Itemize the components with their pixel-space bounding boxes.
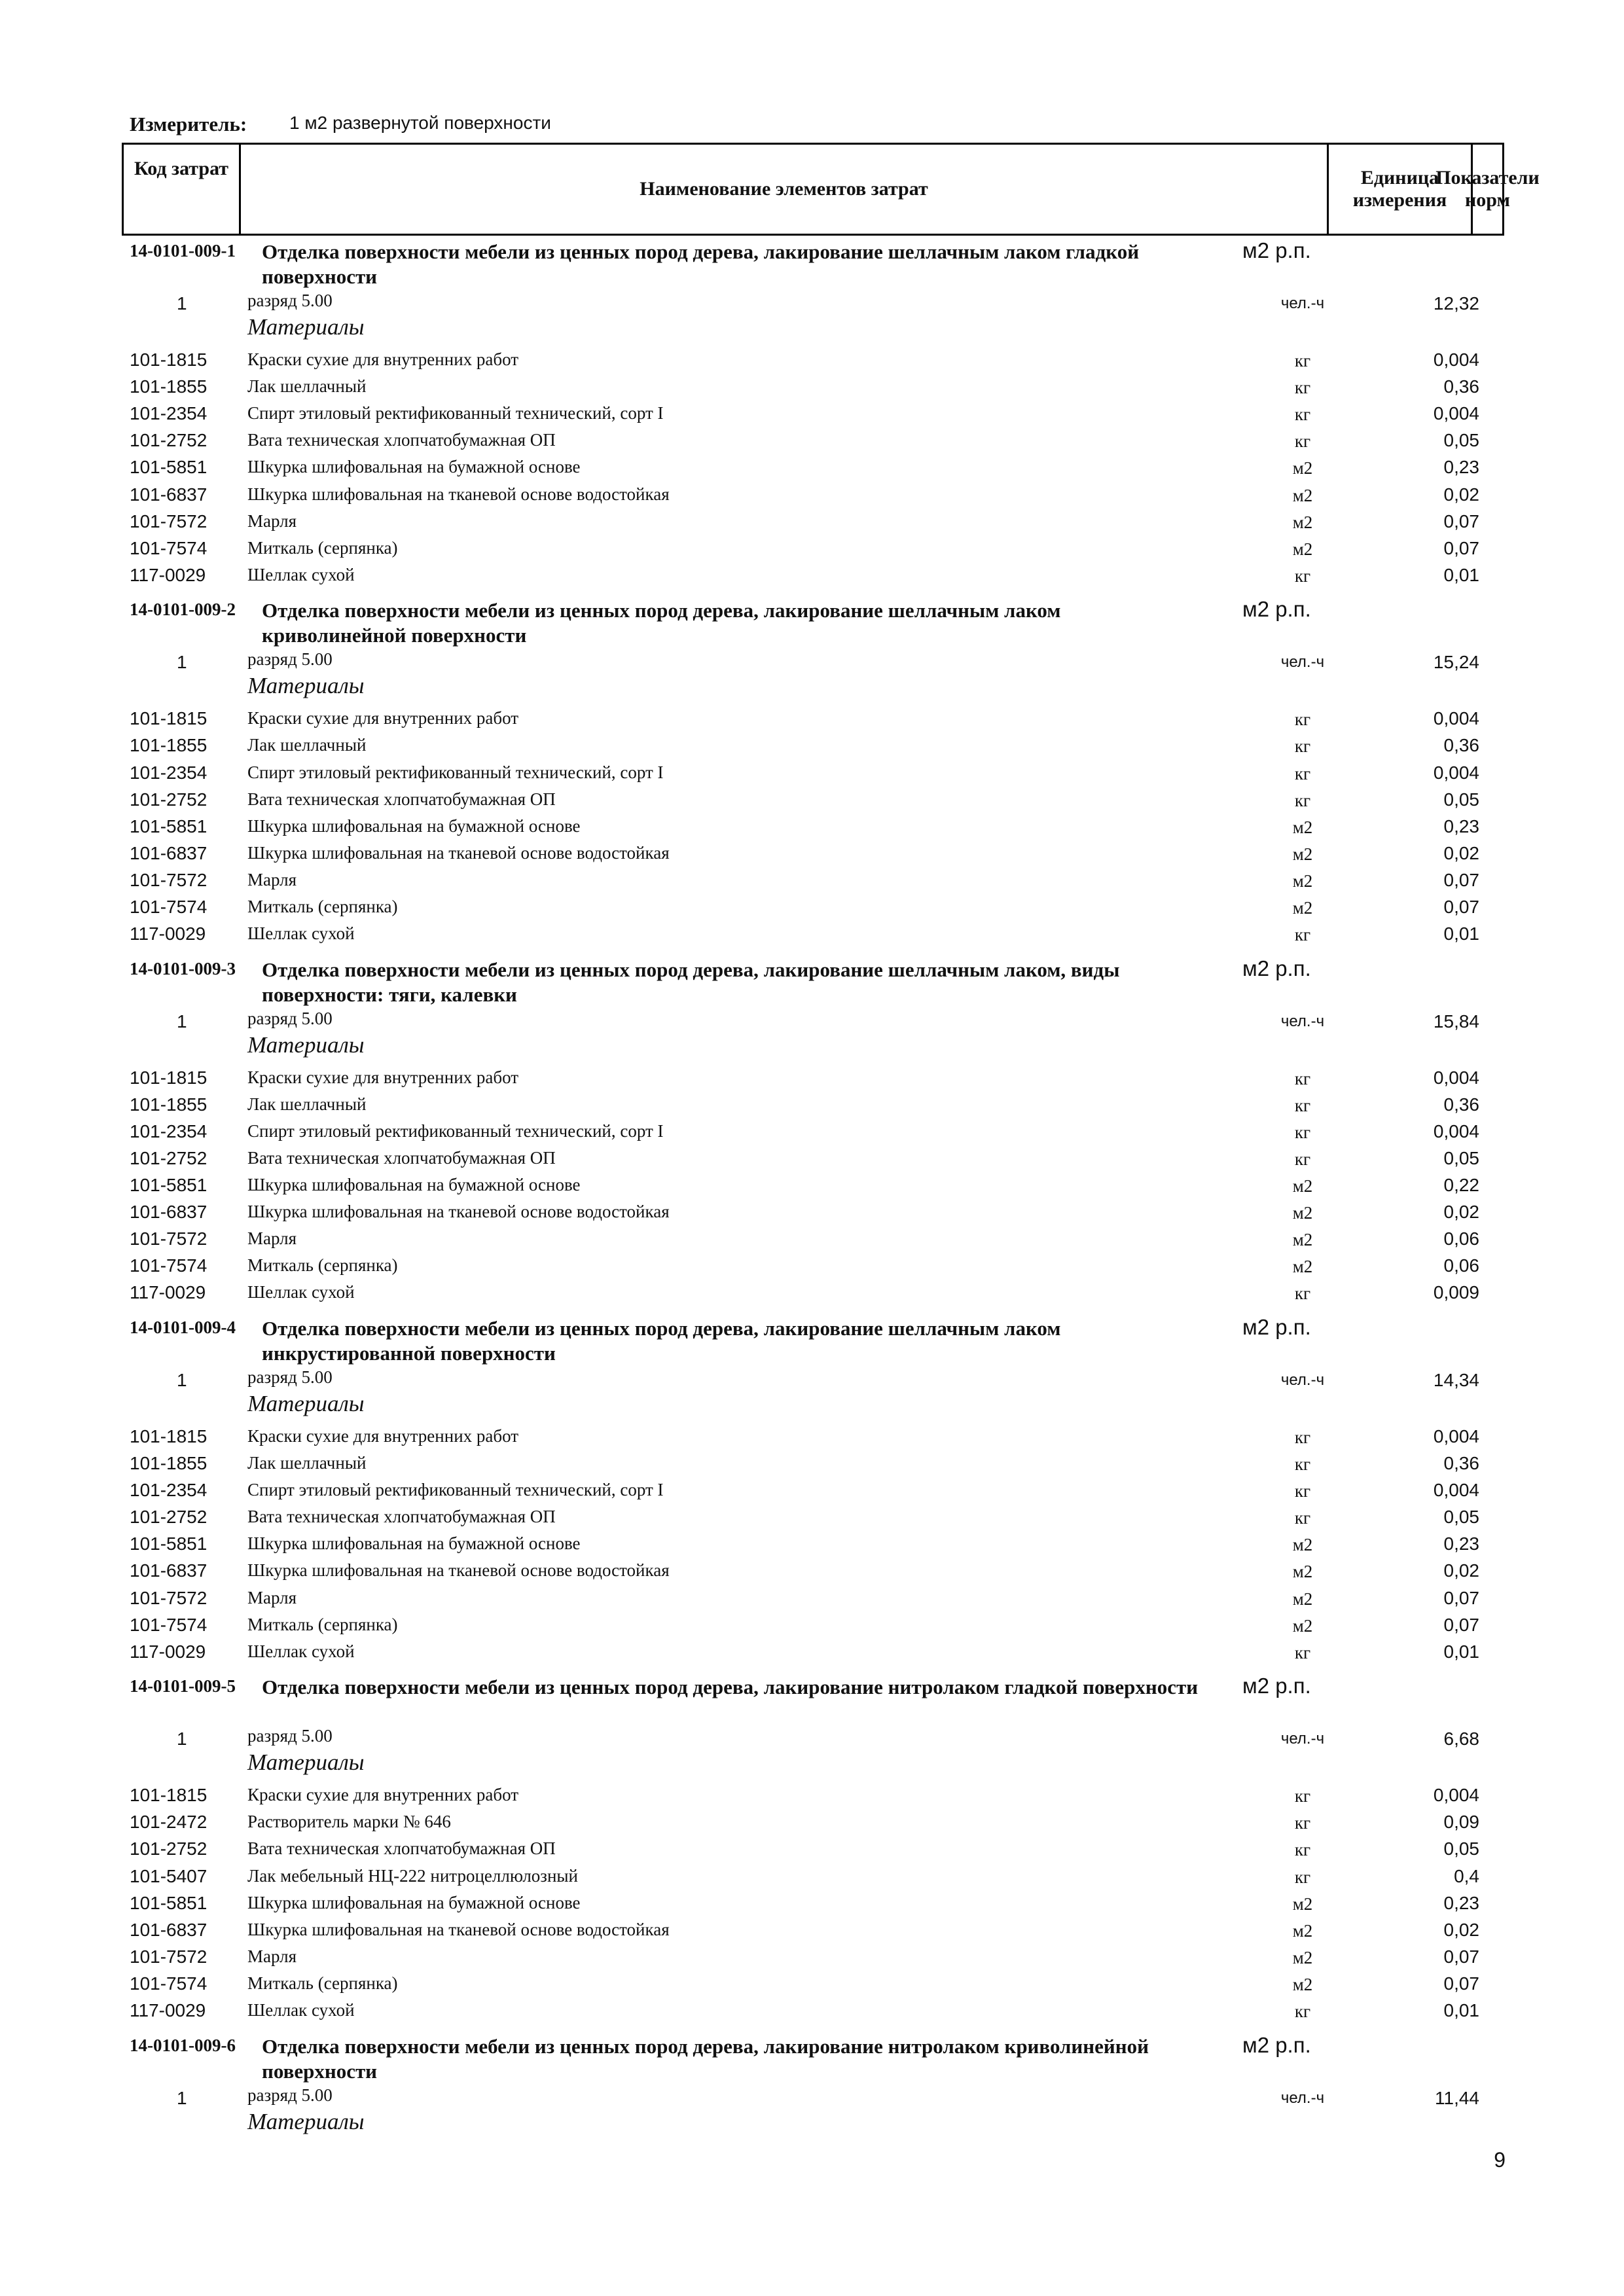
material-name: Вата техническая хлопчатобумажная ОП xyxy=(247,789,556,809)
material-name: Миткаль (серпянка) xyxy=(247,1255,398,1276)
material-code: 101-6837 xyxy=(130,1560,208,1581)
labor-unit: чел.-ч xyxy=(1280,1012,1325,1030)
material-name: Шкурка шлифовальная на тканевой основе водостойкая xyxy=(247,842,670,863)
material-code: 117-0029 xyxy=(130,564,206,585)
material-value: 0,07 xyxy=(1443,537,1479,558)
material-unit: кг xyxy=(1294,1840,1311,1860)
material-value: 0,23 xyxy=(1443,457,1479,478)
materials-heading: Материалы xyxy=(247,314,365,340)
material-code: 101-1815 xyxy=(130,708,208,729)
section-code: 14-0101-009-3 xyxy=(130,958,236,978)
material-name: Миткаль (серпянка) xyxy=(247,897,398,916)
material-code: 101-1815 xyxy=(130,1785,208,1806)
labor-num: 1 xyxy=(177,1369,187,1390)
material-code: 101-2752 xyxy=(130,1147,208,1168)
material-name: Вата техническая хлопчатобумажная ОП xyxy=(247,1147,556,1168)
section-unit: м2 р.п. xyxy=(1242,1674,1311,1698)
material-code: 101-1855 xyxy=(130,1453,208,1473)
labor-name: разряд 5.00 xyxy=(247,1367,333,1387)
labor-num: 1 xyxy=(177,1729,187,1749)
material-name: Вата техническая хлопчатобумажная ОП xyxy=(247,1839,556,1859)
material-value: 0,07 xyxy=(1443,1946,1479,1967)
material-value: 0,06 xyxy=(1443,1229,1479,1249)
material-unit: кг xyxy=(1294,1283,1311,1304)
material-code: 101-2472 xyxy=(130,1812,208,1833)
material-name: Шеллак сухой xyxy=(247,924,355,944)
material-unit: кг xyxy=(1294,431,1311,452)
material-value: 0,05 xyxy=(1443,1507,1479,1528)
labor-name: разряд 5.00 xyxy=(247,1726,333,1746)
material-name: Шеллак сухой xyxy=(247,1282,355,1302)
material-unit: кг xyxy=(1294,378,1311,398)
material-unit: м2 xyxy=(1292,898,1313,918)
labor-unit: чел.-ч xyxy=(1280,653,1325,672)
material-value: 0,02 xyxy=(1443,1202,1479,1223)
labor-unit: чел.-ч xyxy=(1280,295,1325,312)
material-unit: м2 xyxy=(1292,458,1313,478)
material-name: Марля xyxy=(247,1229,297,1249)
labor-name: разряд 5.00 xyxy=(247,1008,333,1028)
material-code: 101-7572 xyxy=(130,511,208,531)
material-code: 101-2354 xyxy=(130,1480,208,1501)
labor-name: разряд 5.00 xyxy=(247,649,333,670)
material-name: Спирт этиловый ректификованный технический, сорт I xyxy=(247,403,664,423)
material-value: 0,07 xyxy=(1443,511,1479,531)
measure-value: 1 м2 развернутой поверхности xyxy=(289,113,551,133)
material-code: 101-7574 xyxy=(130,1614,208,1635)
material-value: 0,07 xyxy=(1443,1614,1479,1635)
material-unit: кг xyxy=(1294,763,1311,783)
labor-unit: чел.-ч xyxy=(1280,1371,1325,1389)
section-title: Отделка поверхности мебели из ценных пород дерева, лакирование шеллачным лаком криволинейной поверхности xyxy=(262,599,1061,647)
material-code: 101-2752 xyxy=(130,430,208,451)
material-unit: м2 xyxy=(1292,1203,1313,1223)
material-name: Растворитель марки № 646 xyxy=(247,1812,451,1832)
labor-name: разряд 5.00 xyxy=(247,291,333,310)
material-code: 101-7572 xyxy=(130,1587,208,1608)
material-value: 0,01 xyxy=(1443,2000,1479,2020)
material-code: 101-5851 xyxy=(130,1175,208,1195)
material-name: Краски сухие для внутренних работ xyxy=(247,1067,519,1087)
material-value: 0,23 xyxy=(1443,816,1479,836)
material-value: 0,02 xyxy=(1443,842,1479,863)
material-value: 0,09 xyxy=(1443,1812,1479,1833)
material-name: Марля xyxy=(247,1587,297,1607)
labor-num: 1 xyxy=(177,652,187,673)
measure-label: Измеритель: xyxy=(130,113,247,135)
material-unit: м2 xyxy=(1292,817,1313,837)
labor-value: 12,32 xyxy=(1433,293,1479,314)
material-code: 101-6837 xyxy=(130,484,208,505)
material-value: 0,36 xyxy=(1443,735,1479,756)
material-value: 0,02 xyxy=(1443,484,1479,505)
labor-unit: чел.-ч xyxy=(1280,2089,1325,2107)
material-value: 0,004 xyxy=(1433,1121,1479,1141)
material-name: Лак шеллачный xyxy=(247,1094,367,1114)
material-value: 0,06 xyxy=(1443,1255,1479,1276)
material-name: Вата техническая хлопчатобумажная ОП xyxy=(247,1507,556,1527)
labor-value: 15,24 xyxy=(1433,652,1479,673)
material-value: 0,36 xyxy=(1443,1453,1479,1473)
material-unit: м2 xyxy=(1292,1615,1313,1636)
section-code: 14-0101-009-5 xyxy=(130,1676,236,1696)
material-value: 0,36 xyxy=(1443,1094,1479,1115)
material-value: 0,004 xyxy=(1433,1785,1479,1806)
materials-heading: Материалы xyxy=(247,1749,365,1776)
material-name: Миткаль (серпянка) xyxy=(247,537,398,558)
material-value: 0,004 xyxy=(1433,1480,1479,1501)
material-name: Краски сухие для внутренних работ xyxy=(247,708,519,728)
material-unit: кг xyxy=(1294,2001,1311,2021)
section-title: Отделка поверхности мебели из ценных пород дерева, лакирование шеллачным лаком гладкой поверхности xyxy=(262,240,1140,288)
material-value: 0,05 xyxy=(1443,430,1479,451)
material-name: Шкурка шлифовальная на бумажной основе xyxy=(247,1892,581,1912)
material-name: Шеллак сухой xyxy=(247,564,355,584)
material-name: Миткаль (серпянка) xyxy=(247,1973,398,1993)
material-unit: кг xyxy=(1294,1813,1311,1833)
materials-heading: Материалы xyxy=(247,2108,365,2134)
material-unit: кг xyxy=(1294,1068,1311,1088)
material-unit: кг xyxy=(1294,790,1311,810)
material-unit: м2 xyxy=(1292,1535,1313,1555)
material-code: 101-5851 xyxy=(130,816,208,836)
material-value: 0,4 xyxy=(1454,1865,1479,1886)
material-code: 101-1855 xyxy=(130,1094,208,1115)
material-unit: м2 xyxy=(1292,1947,1313,1967)
section-title: Отделка поверхности мебели из ценных пород дерева, лакирование шеллачным лаком инкрустированной поверхности xyxy=(262,1316,1061,1365)
labor-num: 1 xyxy=(177,2087,187,2108)
material-code: 101-1815 xyxy=(130,1426,208,1446)
section-unit: м2 р.п. xyxy=(1242,238,1311,262)
section-code: 14-0101-009-6 xyxy=(130,2035,236,2055)
material-code: 101-7574 xyxy=(130,537,208,558)
material-unit: м2 xyxy=(1292,1974,1313,1994)
material-code: 101-6837 xyxy=(130,842,208,863)
material-unit: кг xyxy=(1294,925,1311,945)
material-unit: кг xyxy=(1294,1786,1311,1806)
material-name: Лак шеллачный xyxy=(247,376,367,397)
material-unit: кг xyxy=(1294,1095,1311,1115)
material-code: 101-7572 xyxy=(130,1229,208,1249)
material-value: 0,22 xyxy=(1443,1175,1479,1195)
section-code: 14-0101-009-4 xyxy=(130,1317,236,1337)
material-code: 117-0029 xyxy=(130,2000,206,2020)
material-code: 117-0029 xyxy=(130,1641,206,1662)
material-name: Шкурка шлифовальная на бумажной основе xyxy=(247,1175,581,1194)
section-unit: м2 р.п. xyxy=(1242,2032,1311,2057)
material-value: 0,05 xyxy=(1443,1839,1479,1859)
material-value: 0,23 xyxy=(1443,1892,1479,1913)
material-name: Шеллак сухой xyxy=(247,2000,355,2020)
material-name: Шеллак сухой xyxy=(247,1641,355,1661)
material-name: Марля xyxy=(247,511,297,531)
material-unit: кг xyxy=(1294,1427,1311,1447)
material-value: 0,004 xyxy=(1433,1426,1479,1446)
material-unit: кг xyxy=(1294,736,1311,757)
labor-num: 1 xyxy=(177,1011,187,1031)
material-code: 101-2354 xyxy=(130,762,208,783)
material-code: 117-0029 xyxy=(130,1282,206,1303)
material-code: 117-0029 xyxy=(130,924,206,944)
material-value: 0,004 xyxy=(1433,708,1479,729)
material-value: 0,07 xyxy=(1443,1973,1479,1994)
material-name: Шкурка шлифовальная на тканевой основе водостойкая xyxy=(247,1560,670,1581)
material-unit: кг xyxy=(1294,1149,1311,1169)
material-unit: м2 xyxy=(1292,1257,1313,1277)
material-code: 101-1855 xyxy=(130,735,208,756)
material-unit: м2 xyxy=(1292,870,1313,891)
material-name: Шкурка шлифовальная на тканевой основе водостойкая xyxy=(247,1919,670,1939)
material-unit: м2 xyxy=(1292,1588,1313,1609)
material-value: 0,23 xyxy=(1443,1534,1479,1554)
material-name: Лак шеллачный xyxy=(247,1453,367,1473)
material-name: Шкурка шлифовальная на тканевой основе водостойкая xyxy=(247,1202,670,1222)
section-code: 14-0101-009-1 xyxy=(130,241,236,260)
material-value: 0,07 xyxy=(1443,1587,1479,1608)
material-name: Краски сухие для внутренних работ xyxy=(247,350,519,369)
material-value: 0,07 xyxy=(1443,897,1479,917)
material-unit: кг xyxy=(1294,565,1311,586)
material-code: 101-5851 xyxy=(130,1892,208,1913)
materials-heading: Материалы xyxy=(247,673,365,699)
labor-value: 6,68 xyxy=(1443,1729,1479,1749)
material-code: 101-5851 xyxy=(130,1534,208,1554)
material-value: 0,02 xyxy=(1443,1919,1479,1940)
material-name: Лак мебельный НЦ-222 нитроцеллюлозный xyxy=(247,1865,578,1886)
material-name: Лак шеллачный xyxy=(247,735,367,755)
labor-value: 15,84 xyxy=(1433,1011,1479,1031)
section-code: 14-0101-009-2 xyxy=(130,600,236,620)
material-unit: м2 xyxy=(1292,1920,1313,1941)
material-name: Спирт этиловый ректификованный технический, сорт I xyxy=(247,1480,664,1500)
material-value: 0,004 xyxy=(1433,403,1479,424)
material-name: Шкурка шлифовальная на бумажной основе xyxy=(247,457,581,477)
material-code: 101-7574 xyxy=(130,1255,208,1276)
material-code: 101-6837 xyxy=(130,1919,208,1940)
material-code: 101-1815 xyxy=(130,350,208,370)
material-code: 101-7572 xyxy=(130,869,208,890)
material-value: 0,01 xyxy=(1443,564,1479,585)
material-value: 0,05 xyxy=(1443,1147,1479,1168)
material-value: 0,004 xyxy=(1433,762,1479,783)
material-name: Шкурка шлифовальная на бумажной основе xyxy=(247,1534,581,1554)
material-code: 101-2354 xyxy=(130,1121,208,1141)
labor-unit: чел.-ч xyxy=(1280,1730,1325,1748)
material-value: 0,02 xyxy=(1443,1560,1479,1581)
material-unit: кг xyxy=(1294,1508,1311,1528)
material-code: 101-2354 xyxy=(130,403,208,424)
material-unit: кг xyxy=(1294,1454,1311,1474)
material-unit: м2 xyxy=(1292,844,1313,864)
material-unit: м2 xyxy=(1292,1562,1313,1582)
material-unit: м2 xyxy=(1292,539,1313,559)
material-code: 101-2752 xyxy=(130,789,208,810)
material-unit: кг xyxy=(1294,404,1311,425)
page-number: 9 xyxy=(1494,2148,1506,2172)
section-title: Отделка поверхности мебели из ценных пород дерева, лакирование шеллачным лаком, виды поверхности: тяги, калевки xyxy=(262,958,1120,1006)
material-unit: м2 xyxy=(1292,1176,1313,1196)
section-title: Отделка поверхности мебели из ценных пород дерева, лакирование нитролаком гладкой поверхности xyxy=(262,1676,1199,1699)
material-name: Вата техническая хлопчатобумажная ОП xyxy=(247,430,556,450)
material-code: 101-6837 xyxy=(130,1202,208,1223)
material-name: Спирт этиловый ректификованный технический, сорт I xyxy=(247,1121,664,1141)
header-name: Наименование элементов затрат xyxy=(239,145,1327,234)
material-name: Шкурка шлифовальная на тканевой основе водостойкая xyxy=(247,484,670,504)
material-name: Марля xyxy=(247,1946,297,1966)
material-unit: м2 xyxy=(1292,1230,1313,1250)
material-unit: кг xyxy=(1294,1481,1311,1501)
labor-num: 1 xyxy=(177,293,187,314)
material-value: 0,01 xyxy=(1443,924,1479,944)
material-value: 0,004 xyxy=(1433,350,1479,370)
material-unit: м2 xyxy=(1292,512,1313,532)
material-code: 101-2752 xyxy=(130,1507,208,1528)
labor-name: разряд 5.00 xyxy=(247,2085,333,2105)
material-name: Марля xyxy=(247,869,297,889)
material-value: 0,05 xyxy=(1443,789,1479,810)
material-code: 101-7574 xyxy=(130,897,208,917)
material-value: 0,01 xyxy=(1443,1641,1479,1662)
material-unit: кг xyxy=(1294,351,1311,370)
section-unit: м2 р.п. xyxy=(1242,1314,1311,1339)
material-value: 0,36 xyxy=(1443,376,1479,397)
material-unit: м2 xyxy=(1292,1893,1313,1914)
header-unit: Единица измерения xyxy=(1327,145,1471,234)
header-code: Код затрат xyxy=(134,158,229,179)
material-name: Спирт этиловый ректификованный технический, сорт I xyxy=(247,762,664,782)
material-code: 101-7574 xyxy=(130,1973,208,1994)
material-unit: м2 xyxy=(1292,485,1313,505)
material-code: 101-1815 xyxy=(130,1067,208,1088)
materials-heading: Материалы xyxy=(247,1031,365,1058)
material-value: 0,009 xyxy=(1433,1282,1479,1303)
material-code: 101-2752 xyxy=(130,1839,208,1859)
material-unit: кг xyxy=(1294,1642,1311,1662)
labor-value: 11,44 xyxy=(1435,2087,1479,2108)
header-norm: Показатели норм xyxy=(1471,145,1502,234)
material-code: 101-5407 xyxy=(130,1865,208,1886)
material-value: 0,07 xyxy=(1443,869,1479,890)
material-name: Миткаль (серпянка) xyxy=(247,1614,398,1634)
material-code: 101-1855 xyxy=(130,376,208,397)
material-unit: кг xyxy=(1294,1122,1311,1142)
section-title: Отделка поверхности мебели из ценных пород дерева, лакирование нитролаком криволинейной поверхности xyxy=(262,2034,1149,2083)
material-value: 0,004 xyxy=(1433,1067,1479,1088)
material-unit: кг xyxy=(1294,709,1311,730)
section-unit: м2 р.п. xyxy=(1242,956,1311,980)
materials-heading: Материалы xyxy=(247,1390,365,1416)
material-code: 101-7572 xyxy=(130,1946,208,1967)
material-name: Краски сухие для внутренних работ xyxy=(247,1426,519,1446)
material-name: Краски сухие для внутренних работ xyxy=(247,1785,519,1805)
material-code: 101-5851 xyxy=(130,457,208,478)
material-name: Шкурка шлифовальная на бумажной основе xyxy=(247,816,581,836)
labor-value: 14,34 xyxy=(1433,1369,1479,1390)
material-unit: кг xyxy=(1294,1867,1311,1887)
section-unit: м2 р.п. xyxy=(1242,597,1311,622)
